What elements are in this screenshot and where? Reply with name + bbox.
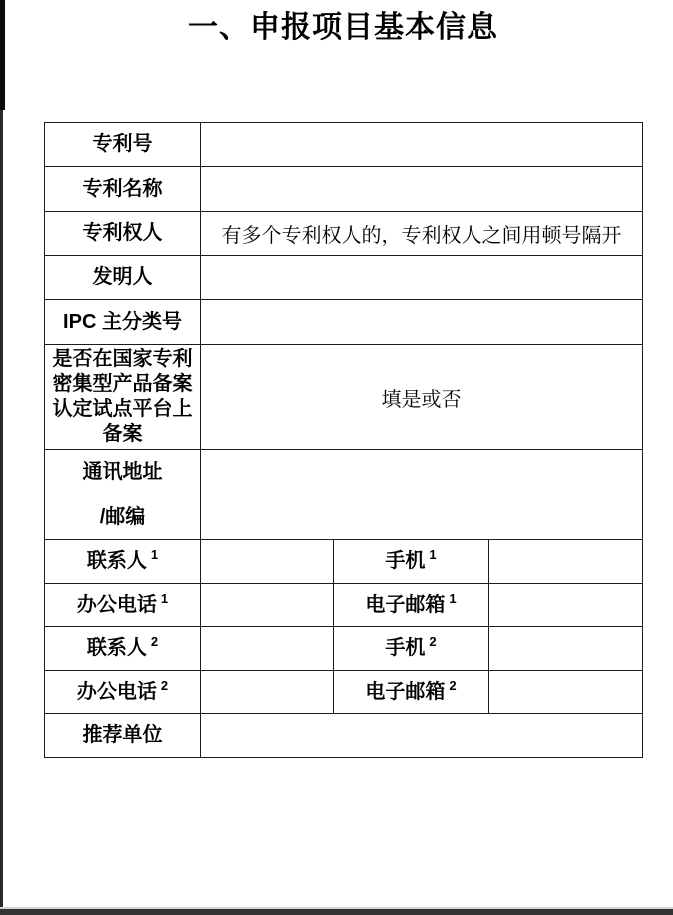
field-value-platform-filing[interactable]: 填是或否 [201, 345, 643, 450]
table-row-office-phone1 [45, 584, 643, 627]
field-label-email2: 电子邮箱 $^2$ [334, 671, 489, 714]
field-value-email1[interactable] [489, 584, 643, 627]
superscript-2: 2 [160, 677, 169, 693]
field-label-platform-filing: 是否在国家专利密集型产品备案认定试点平台上备案 [45, 345, 201, 450]
field-label-contact1: 联系人 $^1$ [45, 540, 201, 584]
superscript-2: 2 [150, 634, 159, 650]
superscript-2: 2 [429, 634, 437, 650]
field-value-recommender[interactable] [201, 714, 643, 758]
table-row-patent-number [45, 123, 643, 167]
page-left-edge-top [0, 0, 5, 110]
field-value-office-phone2[interactable] [201, 671, 334, 714]
postcode-label-line2: /邮编 [99, 505, 146, 528]
address-label-line1: 通讯地址 [82, 460, 163, 483]
field-label-address [45, 450, 201, 540]
field-label-patentee: 专利权人 [45, 212, 201, 256]
table-row-contact1 [45, 540, 643, 584]
field-label-mobile2: 手机 $^2$ [334, 627, 489, 671]
field-label-ipc-class: IPC 主分类号 [45, 300, 201, 345]
field-value-mobile2[interactable] [489, 627, 643, 671]
field-value-inventor[interactable] [201, 256, 643, 300]
field-value-contact1[interactable] [201, 540, 334, 584]
table-row-ipc-class [45, 300, 643, 345]
table-row-platform-filing [45, 345, 643, 450]
field-value-office-phone1[interactable] [201, 584, 334, 627]
field-value-contact2[interactable] [201, 627, 334, 671]
table-row-recommender [45, 714, 643, 758]
table-row-contact2 [45, 627, 643, 671]
field-value-patentee[interactable]: 有多个专利权人的，专利权人之间用顿号隔开 [201, 212, 643, 256]
table-row-address [45, 450, 643, 540]
table-row-office-phone2 [45, 671, 643, 714]
basic-info-table [44, 122, 643, 758]
page-bottom-edge [0, 909, 673, 915]
superscript-1: 1 [150, 547, 159, 563]
page-left-edge [0, 0, 3, 915]
field-value-mobile1[interactable] [489, 540, 643, 584]
superscript-1: 1 [429, 547, 437, 563]
field-label-contact2: 联系人 $^2$ [45, 627, 201, 671]
table-row-patentee [45, 212, 643, 256]
table-row-patent-name [45, 167, 643, 212]
superscript-2: 2 [449, 677, 457, 693]
field-label-recommender: 推荐单位 [45, 714, 201, 758]
superscript-1: 1 [449, 590, 457, 606]
field-value-patent-number[interactable] [201, 123, 643, 167]
field-label-inventor: 发明人 [45, 256, 201, 300]
section-title: 一、申报项目基本信息 [188, 11, 498, 44]
field-value-address[interactable] [201, 450, 643, 540]
table-row-inventor [45, 256, 643, 300]
field-label-patent-name: 专利名称 [45, 167, 201, 212]
field-label-patent-number: 专利号 [45, 123, 201, 167]
field-label-office-phone1: 办公电话 $^1$ [45, 584, 201, 627]
field-value-ipc-class[interactable] [201, 300, 643, 345]
field-label-office-phone2: 办公电话 $^2$ [45, 671, 201, 714]
field-label-mobile1: 手机 $^1$ [334, 540, 489, 584]
field-value-email2[interactable] [489, 671, 643, 714]
field-value-patent-name[interactable] [201, 167, 643, 212]
field-label-email1: 电子邮箱 $^1$ [334, 584, 489, 627]
superscript-1: 1 [160, 590, 169, 606]
